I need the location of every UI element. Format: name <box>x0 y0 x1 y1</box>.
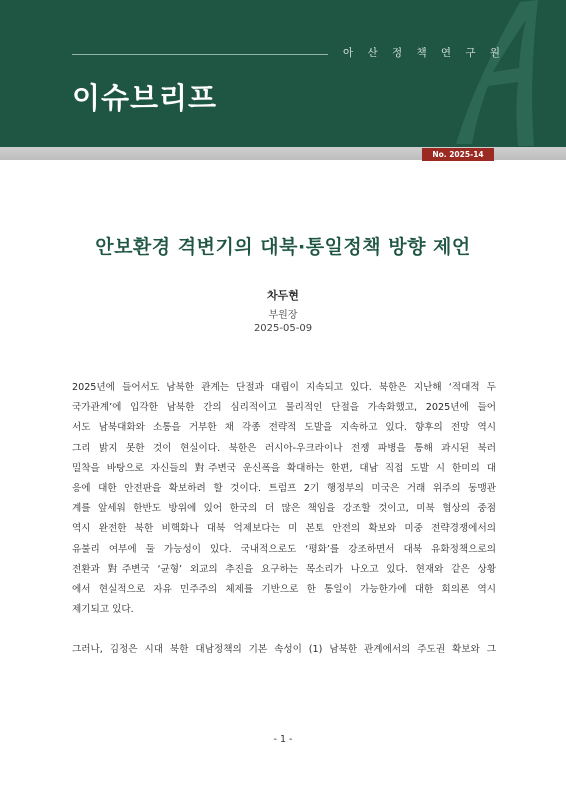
issue-number-badge: No. 2025-14 <box>422 148 494 161</box>
text-line: 유불리 여부에 둘 가능성이 있다. 국내적으로도 ‘평화’를 강조하면서 대북 유화정책으로의 <box>72 543 496 555</box>
document-title: 안보환경 격변기의 대북·통일정책 방향 제언 <box>95 236 471 258</box>
header-banner <box>0 0 566 147</box>
text-line: 에서 현실적으로 자유 민주주의 체제를 기반으로 한 통일이 가능한가에 대한 회의론 역시 <box>72 584 496 596</box>
body-text <box>72 378 496 661</box>
text-line: 제기되고 있다. <box>72 604 134 616</box>
page-number: - 1 - <box>273 734 293 745</box>
author-name: 차두현 <box>267 289 299 302</box>
author-role: 부원장 <box>268 310 298 321</box>
asan-logo-a-icon <box>438 0 558 147</box>
paragraph-gap <box>72 620 496 640</box>
text-line: 그리 밝지 못한 것이 현실이다. 북한은 러시아-우크라이나 전쟁 파병을 통해 과시된 북러 <box>72 442 496 454</box>
text-line: 전환과 對주변국 ‘균형’ 외교의 추진을 요구하는 목소리가 나오고 있다. 현재와 같은 상황 <box>72 563 496 575</box>
text-line: 계를 앞세워 한반도 방위에 있어 한국의 더 많은 책임을 강조할 것이고, 미북 협상의 중점 <box>72 503 496 515</box>
header-rule <box>72 54 328 55</box>
text-line: 밀착을 바탕으로 자신들의 對주변국 운신폭을 확대하는 한편, 대남 직접 도발 시 한미의 대 <box>72 462 496 474</box>
text-line: 2025년에 들어서도 남북한 관계는 단절과 대립이 지속되고 있다. 북한은 지난해 ‘적대적 두 <box>72 382 496 393</box>
text-line: 응에 대한 안전판을 확보하려 할 것이다. 트럼프 2기 행정부의 미국은 거래 위주의 동맹관 <box>72 483 496 495</box>
text-line: 국가관계’에 입각한 남북한 간의 심리적이고 물리적인 단절을 가속화했고, 2025년에 들어 <box>72 402 496 414</box>
text-line: 역시 완전한 북한 비핵화나 대북 억제보다는 미 본토 안전의 확보와 미중 전략경쟁에서의 <box>72 523 496 535</box>
series-title: 이슈브리프 <box>72 81 218 115</box>
publication-date: 2025-05-09 <box>253 323 313 334</box>
text-line: 서도 남북대화와 소통을 거부한 채 각종 전략적 도발을 지속하고 있다. 향후의 전망 역시 <box>72 422 496 434</box>
org-name: 아 산 정 책 연 구 원 <box>343 47 506 59</box>
text-line: 그러나, 김정은 시대 북한 대남정책의 기본 속성이 (1) 남북한 관계에서의 주도권 확보와 그 <box>72 644 496 656</box>
